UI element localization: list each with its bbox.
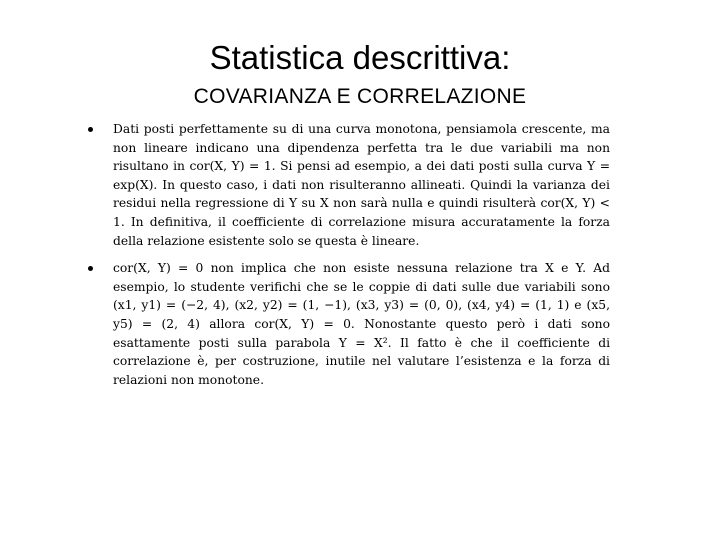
- bullet-item-zero-correlation: [86, 259, 610, 389]
- slide-title: Statistica descrittiva:: [209, 39, 511, 76]
- bullet-list: [86, 120, 610, 389]
- bullet-item-monotone-curve: [86, 120, 610, 250]
- bullet-dot-icon: [88, 127, 93, 132]
- slide-subtitle: COVARIANZA E CORRELAZIONE: [193, 85, 527, 108]
- bullet-text: cor(X, Y) = 0 non implica che non esiste nessuna relazione tra X e Y. Ad esempio, lo studente verifichi che se le coppie di dati sulle due variabili sono (x1, y1) = (−2, 4), (x2, y2) = (1, −1), (x3, y3) = (0, 0), (x4, y4) = (1, 1) e (x5, y5) = (2, 4) allora cor(X, Y) = 0. Nonostante questo però i dati sono esattamente posti sulla parabola Y = X². Il fatto è che il coefficiente di correlazione è, per costruzione, inutile nel valutare l’esistenza e la forza di relazioni non monotone.: [113, 261, 610, 387]
- bullet-text: Dati posti perfettamente su di una curva monotona, pensiamola crescente, ma non lineare indicano una dipendenza perfetta tra le due variabili ma non risultano in cor(X, Y) = 1. Si pensi ad esempio, a dei dati posti sulla curva Y = exp(X). In questo caso, i dati non risulteranno allineati. Quindi la varianza dei residui nella regressione di Y su X non sarà nulla e quindi risulterà cor(X, Y) < 1. In definitiva, il coefficiente di correlazione misura accuratamente la forza della relazione esistente solo se questa è lineare.: [113, 122, 610, 248]
- bullet-dot-icon: [88, 266, 93, 271]
